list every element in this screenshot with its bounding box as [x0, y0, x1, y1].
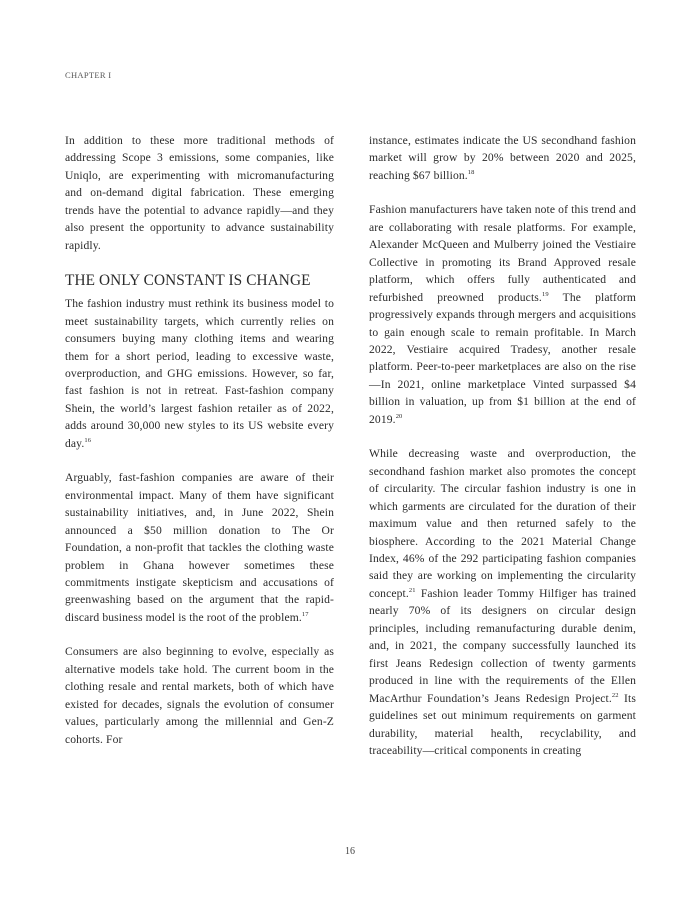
paragraph	[65, 132, 334, 254]
paragraph	[369, 132, 636, 184]
paragraph-text: Its guidelines set out minimum requirements on garment durability, material health, recyclability, and traceability—critical components in creating	[369, 691, 637, 757]
footnote-ref[interactable]: 18	[467, 169, 475, 177]
paragraph-text: The fashion industry must rethink its business model to meet sustainability targets, which currently relies on consumers buying many clothing items and wearing them for a short period, leading to excessive waste, overproduction, and GHG emissions. However, so far, fast fashion is not in retreat. Fast-fashion company Shein, the world’s largest fashion retailer as of 2022, adds around 30,000 new styles to its US website every day.	[65, 297, 334, 450]
running-head: CHAPTER I	[65, 70, 112, 80]
paragraph	[65, 469, 334, 626]
footnote-ref[interactable]: 19	[541, 290, 549, 298]
paragraph-text: Consumers are also beginning to evolve, especially as alternative models take hold. The current boom in the clothing resale and rental markets, both of which have existed for decades, signals the evolution of consumer values, particularly among the millennial and Gen-Z cohorts. For	[65, 645, 334, 746]
footnote-ref[interactable]: 20	[395, 412, 403, 420]
section-heading: THE ONLY CONSTANT IS CHANGE	[65, 272, 311, 290]
page-number: 16	[345, 846, 355, 857]
left-column	[65, 132, 334, 765]
paragraph	[65, 295, 334, 452]
footnote-ref[interactable]: 22	[611, 691, 619, 699]
paragraph-text: In addition to these more traditional methods of addressing Scope 3 emissions, some companies, like Uniqlo, are experimenting with micromanufacturing and on-demand digital fabrication. These emerging trends have the potential to advance rapidly—and they also present the opportunity to advance sustainability rapidly.	[65, 134, 334, 252]
paragraph	[369, 445, 636, 759]
paragraph-text: instance, estimates indicate the US secondhand fashion market will grow by 20% between 2020 and 2025, reaching $67 billion.	[369, 134, 636, 182]
footnote-ref[interactable]: 17	[301, 611, 309, 619]
footnote-ref[interactable]: 16	[84, 436, 92, 444]
footnote-ref[interactable]: 21	[408, 587, 416, 595]
paragraph	[65, 643, 334, 748]
paragraph-text: While decreasing waste and overproduction, the secondhand fashion market also promotes the concept of circularity. The circular fashion industry is one in which garments are circulated for the duration of their maximum value and then returned safely to the biosphere. According to the 2021 Material Change Index, 46% of the 292 participating fashion companies said they are working on implementing the circularity concept.	[369, 447, 636, 600]
paragraph-text: The platform progressively expands through mergers and acquisitions to gain enough scale to remain profitable. In March 2022, Vestiaire acquired Tradesy, another resale platform. Peer-to-peer marketplaces are also on the rise—In 2021, online marketplace Vinted surpassed $4 billion in valuation, up from $1 billion at the end of 2019.	[369, 290, 637, 426]
paragraph-text: Fashion manufacturers have taken note of this trend and are collaborating with resale platforms. For example, Alexander McQueen and Mulberry joined the Vestiaire Collective in promoting its Brand Approved resale platform, which offers fully authenticated and refurbished preowned products.	[369, 203, 636, 304]
paragraph-text: Arguably, fast-fashion companies are aware of their environmental impact. Many of them have significant sustainability initiatives, and, in June 2022, Shein announced a $50 million donation to The Or Foundation, a non-profit that tackles the clothing waste problem in Ghana however sometimes these commitments instigate skepticism and accusations of greenwashing based on the argument that the rapid-discard business model is the root of the problem.	[65, 471, 334, 624]
paragraph	[369, 201, 636, 428]
paragraph-text: Fashion leader Tommy Hilfiger has trained nearly 70% of its designers on circular design principles, including remanufacturing durable denim, and, in 2021, the company successfully launched its first Jeans Redesign collection of twenty garments produced in line with the requirements of the Ellen MacArthur Foundation’s Jeans Redesign Project.	[369, 586, 636, 705]
right-column	[369, 132, 636, 776]
